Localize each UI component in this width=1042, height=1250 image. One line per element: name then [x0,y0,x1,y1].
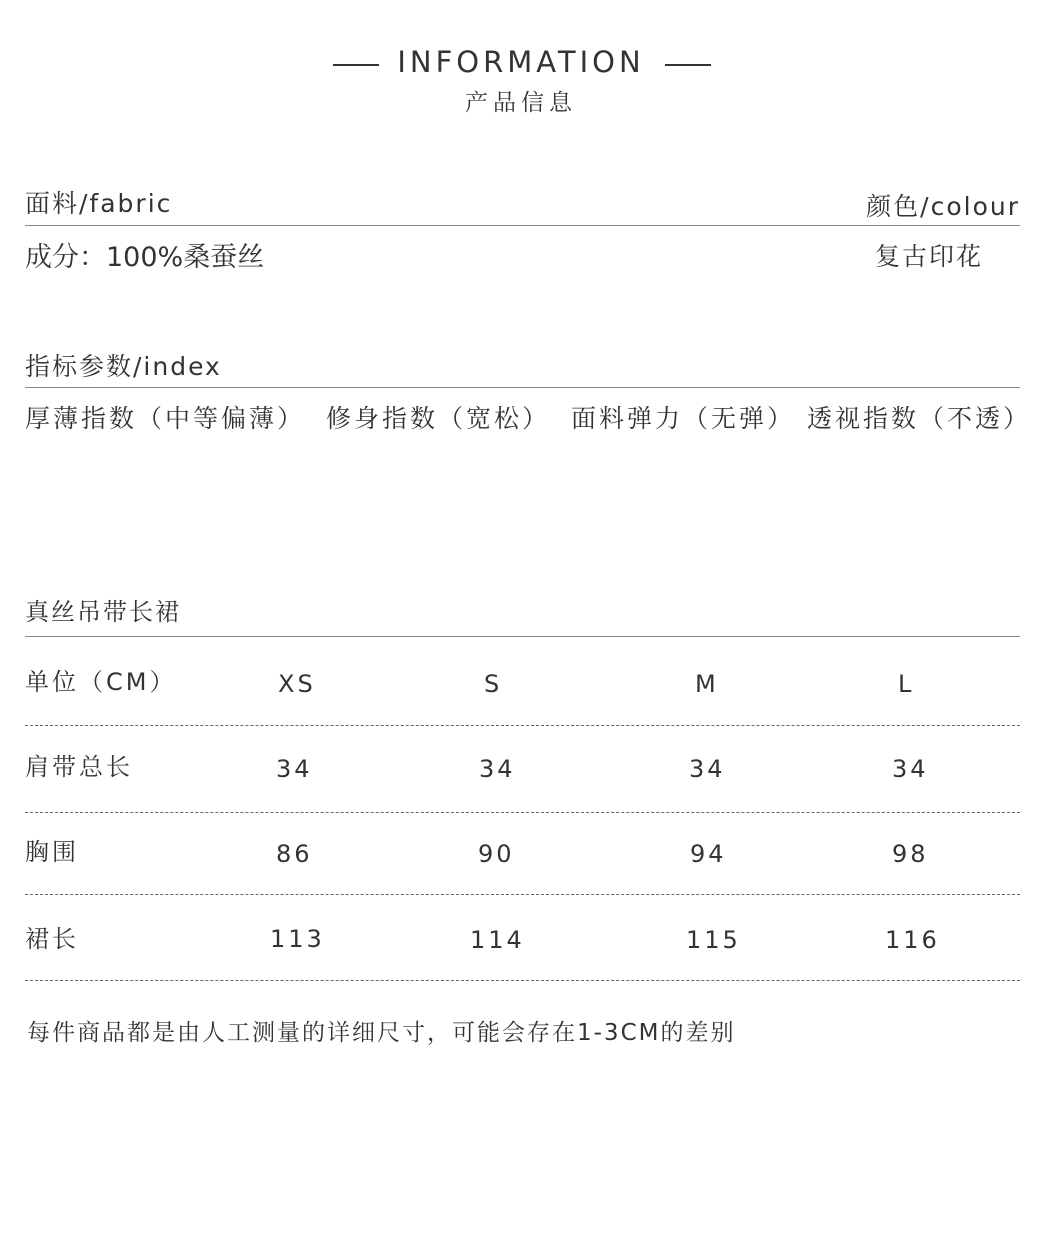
row-label-skirt-length: 裙长 [25,925,79,953]
unit-label: 单位（CM） [25,668,177,696]
page-subtitle: 产品信息 [465,90,577,116]
colour-label: 颜色/colour [866,192,1020,221]
index-elasticity: 面料弹力（无弹） [571,404,796,433]
table-cell: 34 [276,755,313,783]
size-table-title: 真丝吊带长裙 [25,598,181,626]
size-header-xs: XS [278,670,316,698]
index-transparency: 透视指数（不透） [807,404,1032,433]
header-line-right [665,64,711,66]
table-row-divider [25,980,1020,981]
size-table-divider [25,636,1020,637]
table-cell: 116 [885,926,940,954]
table-cell: 98 [892,840,929,868]
table-cell: 115 [686,926,741,954]
size-header-m: M [695,670,719,698]
row-label-bust: 胸围 [25,838,79,866]
measurement-note: 每件商品都是由人工测量的详细尺寸，可能会存在1-3CM的差别 [27,1020,736,1046]
index-label: 指标参数/index [25,352,222,381]
table-row-divider [25,894,1020,895]
size-header-l: L [898,670,915,698]
table-cell: 34 [689,755,726,783]
colour-value: 复古印花 [875,242,984,271]
table-cell: 34 [892,755,929,783]
table-cell: 94 [690,840,727,868]
index-fit: 修身指数（宽松） [326,404,551,433]
fabric-divider [25,225,1020,226]
page-title: INFORMATION [397,45,645,79]
table-cell: 113 [270,925,325,953]
index-thickness: 厚薄指数（中等偏薄） [25,404,306,433]
table-cell: 90 [478,840,515,868]
table-cell: 114 [470,926,525,954]
table-cell: 86 [276,840,313,868]
size-header-s: S [484,670,503,698]
table-row-divider [25,812,1020,813]
row-label-strap-length: 肩带总长 [25,753,133,781]
index-divider [25,387,1020,388]
table-cell: 34 [479,755,516,783]
table-row-divider [25,725,1020,726]
fabric-composition: 成分：100%桑蚕丝 [25,242,265,273]
fabric-label: 面料/fabric [25,189,173,218]
